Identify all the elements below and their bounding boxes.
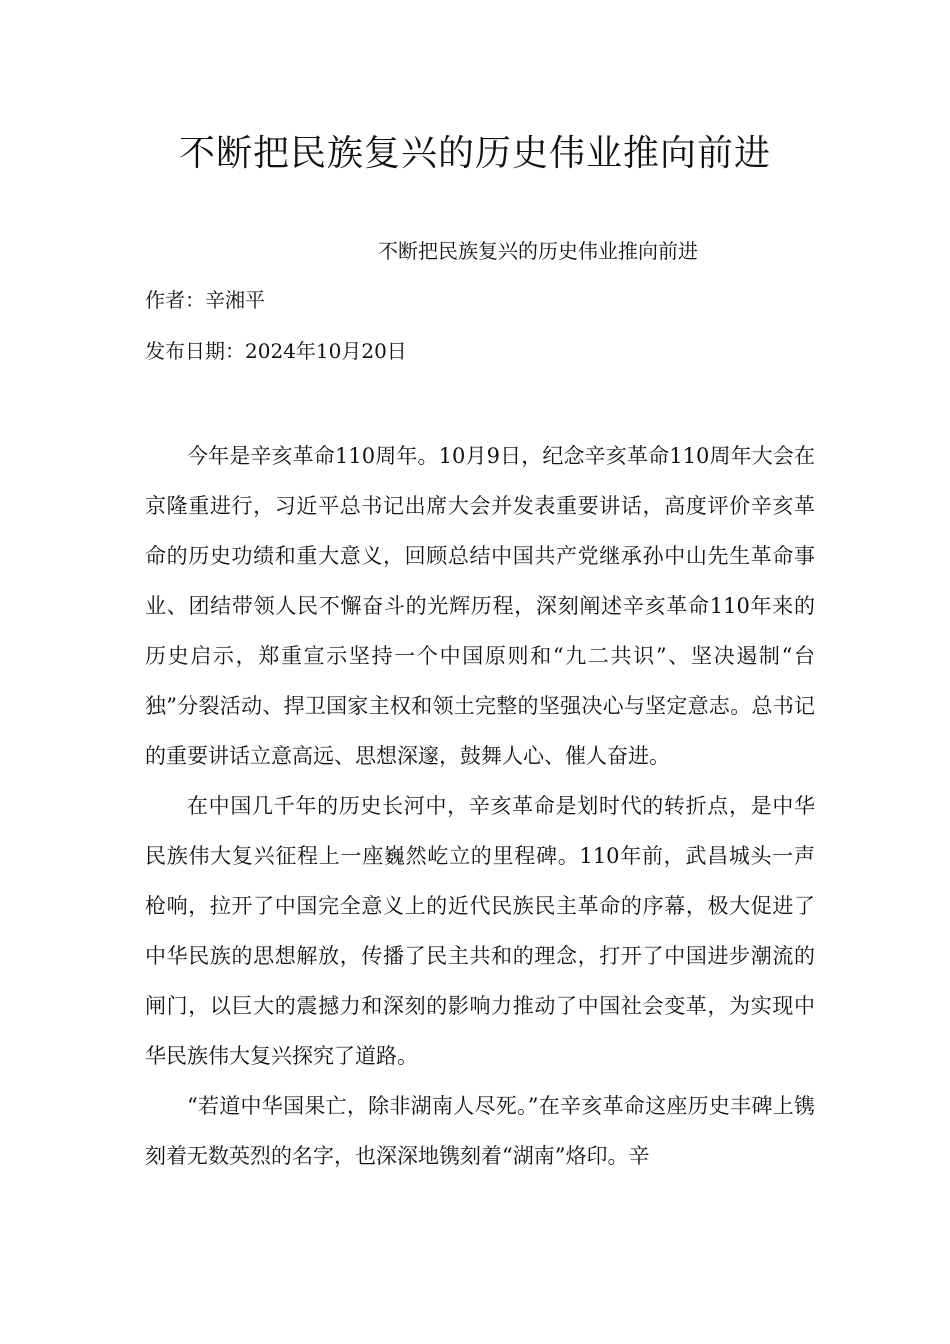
document-title: 不断把民族复兴的历史伟业推向前进 — [178, 133, 771, 174]
paragraph-2: 在中国几千年的历史长河中，辛亥革命是划时代的转折点，是中华民族伟大复兴征程上一座巍然屹立的里程碑。110年前，武昌城头一声枪响，拉开了中国完全意义上的近代民族民主革命的序幕，极大促进了中华民族的思想解放，传播了民主共和的理念，打开了中国进步潮流的闸门，以巨大的震撼力和深刻的影响力推动了中国社会变革，为实现中华民族伟大复兴探究了道路。 — [145, 794, 815, 1068]
publish-date-line: 发布日期：2024年10月20日 — [145, 339, 407, 363]
author-line: 作者：辛湘平 — [145, 288, 265, 312]
paragraph-1: 今年是辛亥革命110周年。10月9日，纪念辛亥革命110周年大会在京隆重进行，习近平总书记出席大会并发表重要讲话，高度评价辛亥革命的历史功绩和重大意义，回顾总结中国共产党继承孙中山先生革命事业、团结带领人民不懈奋斗的光辉历程，深刻阐述辛亥革命110年来的历史启示，郑重宣示坚持一个中国原则和“九二共识”、坚决遏制“台独”分裂活动、捍卫国家主权和领土完整的坚强决心与坚定意志。总书记的重要讲话立意高远、思想深邃，鼓舞人心、催人奋进。 — [145, 444, 815, 768]
document-subtitle: 不断把民族复兴的历史伟业推向前进 — [378, 239, 698, 263]
article-body — [145, 431, 815, 1181]
paragraph-3: “若道中华国果亡，除非湖南人尽死。”在辛亥革命这座历史丰碑上镌刻着无数英烈的名字，也深深地镌刻着“湖南”烙印。辛 — [145, 1094, 815, 1168]
